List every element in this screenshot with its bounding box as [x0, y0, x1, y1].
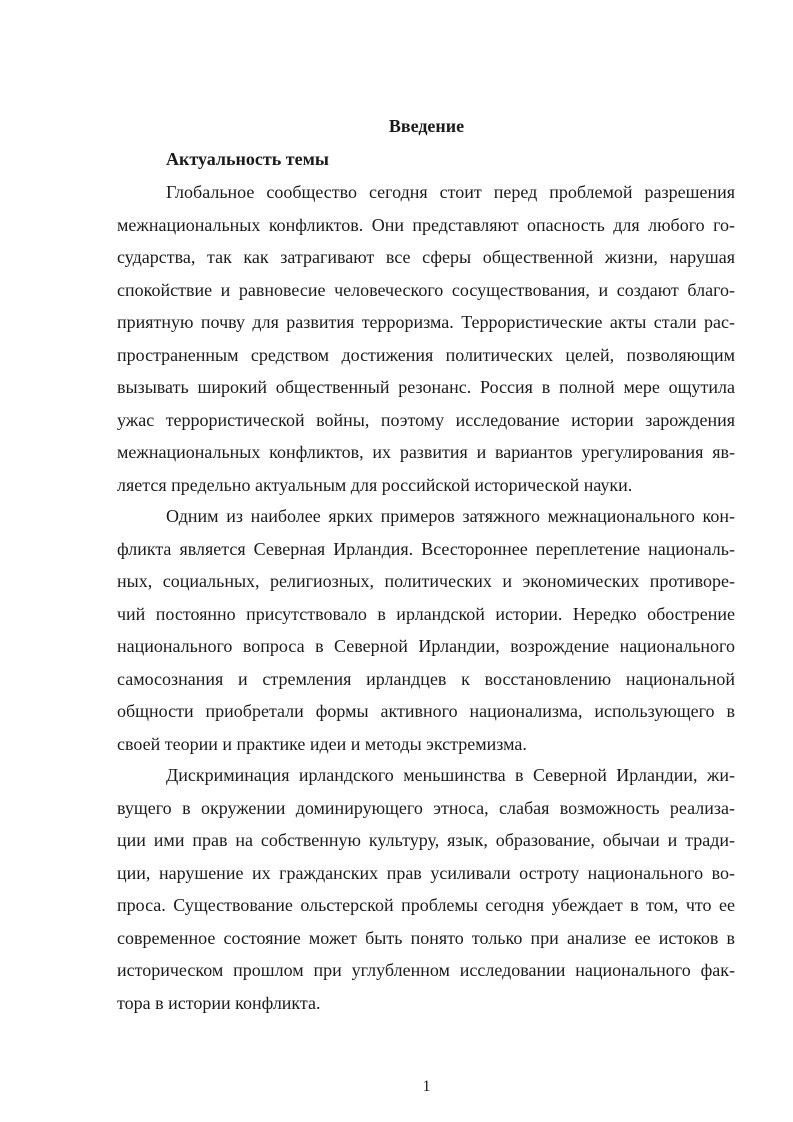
text-line: тора в истории конфликта. [117, 992, 321, 1013]
text-line: фликта является Северная Ирландия. Всестороннее переплетение националь- [117, 538, 735, 559]
text-line: самосознания и стремления ирландцев к восстановлению национальной [117, 668, 735, 689]
text-line: современное состояние может быть понято только при анализе ее истоков в [117, 927, 735, 948]
text-line: ных, социальных, религиозных, политических и экономических противоре- [117, 571, 735, 591]
text-line: чий постоянно присутствовало в ирландской истории. Нередко обострение [117, 603, 735, 624]
text-line: Глобальное сообщество сегодня стоит перед проблемой разрешения [166, 182, 735, 202]
paragraph-1 [117, 176, 735, 501]
text-line: межнациональных конфликтов, их развития и вариантов урегулирования яв- [117, 442, 735, 462]
text-line: ляется предельно актуальным для российской исторической науки. [117, 474, 633, 495]
text-line: историческом прошлом при углубленном исследовании национального фак- [117, 960, 735, 980]
text-line: пространенным средством достижения политических целей, позволяющим [117, 344, 735, 365]
text-line: ции ими прав на собственную культуру, язык, образование, обычаи и тради- [117, 830, 735, 850]
paragraph-2 [117, 500, 735, 760]
text-line: Дискриминация ирландского меньшинства в Северной Ирландии, жи- [166, 765, 735, 785]
text-line: сударства, так как затрагивают все сферы общественной жизни, нарушая [117, 247, 735, 267]
text-line: приятную почву для развития терроризма. Террористические акты стали рас- [117, 312, 735, 332]
text-line: спокойствие и равновесие человеческого сосуществования, и создают благо- [117, 279, 735, 300]
text-line: межнациональных конфликтов. Они представляют опасность для любого го- [117, 214, 735, 235]
text-line: проса. Существование ольстерской проблемы сегодня убеждает в том, что ее [117, 895, 735, 915]
page-number: 1 [422, 1078, 431, 1095]
text-line: Одним из наиболее ярких примеров затяжного межнационального кон- [166, 506, 735, 526]
text-line: ужас террористической войны, поэтому исследование истории зарождения [117, 409, 735, 430]
text-line: своей теории и практике идеи и методы экстремизма. [117, 733, 527, 754]
section-heading: Актуальность темы [166, 149, 329, 169]
text-line: общности приобретали формы активного национализма, использующего в [117, 701, 735, 721]
text-line: национального вопроса в Северной Ирландии, возрождение национального [117, 636, 735, 656]
text-line: ции, нарушение их гражданских прав усиливали остроту национального во- [117, 862, 735, 883]
paragraph-3 [117, 759, 735, 1019]
text-line: вущего в окружении доминирующего этноса, слабая возможность реализа- [117, 797, 735, 818]
page-title: Введение [388, 116, 465, 136]
text-line: вызывать широкий общественный резонанс. Россия в полной мере ощутила [117, 377, 735, 397]
